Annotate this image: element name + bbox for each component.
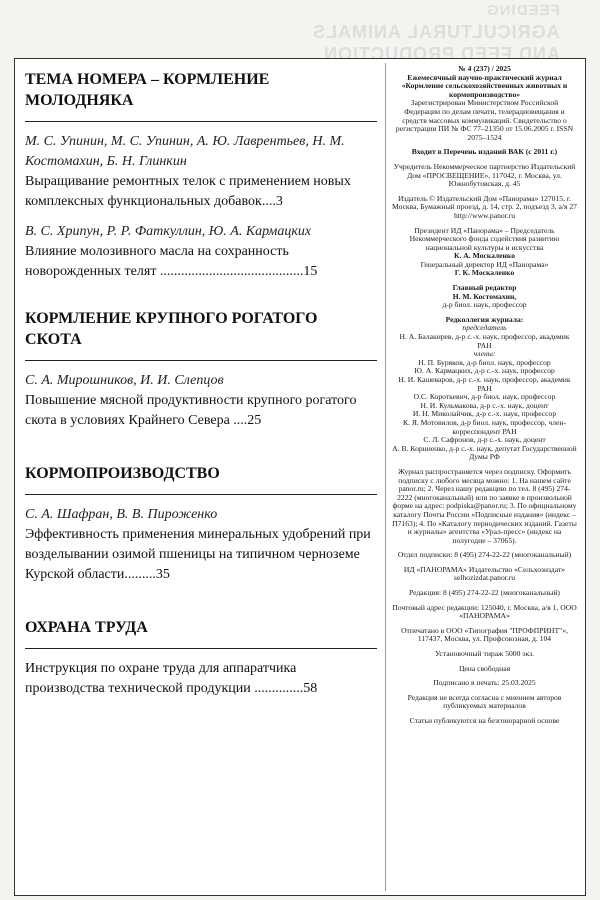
disclaimer: Редакция не всегда согласна с мнением авторов публикуемых материалов [407, 692, 562, 711]
chief-editor [392, 284, 577, 310]
imprint: ИД «ПАНОРАМА» Издательство «Сельхозиздат» selhozizdat.panor.ru [403, 564, 566, 583]
board-chair: Н. А. Балакирев, д-р с.-х. наук, профессор, академик РАН [399, 332, 570, 350]
price: Цена свободная [458, 663, 511, 673]
board-member: С. Л. Сафронов, д-р с.-х. наук, доцент [423, 435, 546, 445]
section-divider [25, 494, 377, 495]
vak-note: Входит в Перечень изданий ВАК (с 2011 г.) [411, 147, 558, 157]
subscription-dept: Отдел подписки: 8 (495) 274-22-22 (многоканальный) [397, 550, 572, 560]
members-label: члены: [473, 349, 496, 359]
article-authors: С. А. Мирошников, И. И. Слепцов [25, 373, 224, 388]
board-member: Ю. А. Кармацких, д-р с.-х. наук, профессор [414, 366, 555, 376]
toc-section-cattle-feeding [25, 308, 377, 431]
section-title: КОРМОПРОИЗВОДСТВО [25, 465, 220, 482]
bleed-line-1: FEEDING [486, 2, 560, 19]
board-member: Н. П. Буряков, д-р биол. наук, профессор [418, 357, 551, 367]
toc-section-feeding-young [25, 69, 377, 282]
article-entry[interactable]: Повышение мясной продуктивности крупного рогатого скота в условиях Крайнего Севера ....25 [25, 393, 357, 428]
bleed-line-2: AGRICULTURAL ANIMALS [312, 22, 560, 42]
section-title: ТЕМА НОМЕРА – КОРМЛЕНИЕ МОЛОДНЯКА [25, 71, 270, 109]
article-entry[interactable]: Эффективность применения минеральных удобрений при возделывании озимой пшеницы на типичном черноземе Курской области.........35 [25, 527, 371, 582]
circulation: Установочный тираж 5000 экз. [434, 649, 535, 659]
director-title: Генеральный директор ИД «Панорама» [420, 259, 549, 269]
article-entry[interactable]: Инструкция по охране труда для аппаратчика производства технической продукции ..............58 [25, 661, 318, 696]
section-divider [25, 648, 377, 649]
signed-date: Подписано в печать: 25.03.2025 [433, 678, 536, 688]
journal-type: Ежемесячный научно-практический журнал [407, 72, 562, 82]
founder: Учредитель Некоммерческое партнерство Издательский Дом «ПРОСВЕЩЕНИЕ», 117042, г. Москва, ул. Южнобутовская, д. 45 [393, 161, 576, 189]
article-entry[interactable]: Влияние молозивного масла на сохранность новорожденных телят .........................................15 [25, 244, 318, 279]
section-divider [25, 121, 377, 122]
contents-frame [14, 58, 586, 896]
article-authors: В. С. Хрипун, Р. Р. Фаткуллин, Ю. А. Кармацких [25, 224, 312, 239]
article-authors: М. С. Упинин, М. С. Упинин, А. Ю. Лаврентьев, Н. М. Костомахин, Б. Н. Глинкин [25, 134, 345, 169]
toc-section-feed-production [25, 463, 377, 585]
board-member: К. Я. Мотовилов, д-р биол. наук, профессор, член-корреспондент РАН [402, 417, 567, 436]
chair-label: председатель [462, 323, 507, 333]
chief-editor-title: д-р биол. наук, профессор [442, 300, 527, 310]
section-title: ОХРАНА ТРУДА [25, 619, 148, 636]
masthead-column [385, 63, 581, 891]
registration: Зарегистрирован Министерством Российской Федерации по делам печати, телерадиовещания и средств массовых коммуникаций. Свидетельство о регистрации ПИ № ФС 77–21350 от 15.06.2005 г. ISSN 2075–1524 [395, 98, 574, 142]
article-authors: С. А. Шафран, В. В. Пироженко [25, 507, 218, 522]
board-member: Н. И. Кашеваров, д-р с.-х. наук, профессор, академик РАН [398, 375, 571, 393]
toc-section-labor-safety [25, 617, 377, 699]
board-member: А. В. Корниенко, д-р с.-х. наук, депутат Государственной Думы РФ [392, 443, 577, 462]
board-label: Редколлегия журнала: [445, 314, 524, 324]
president-title: Президент ИД «Панорама» – Председатель Некоммерческого фонда содействия развитию национальной культуры и искусства [409, 225, 560, 252]
subscription-info: Журнал распространяется через подписку. Оформить подписку с любого месяца можно: 1. На нашем сайте panor.ru; 2. Через нашу редакцию по тел. 8 (495) 274-2222 (многоканальный) или по заявке в произвольной форме на адрес: podpiska@panor.ru; 3. По официальному каталогу Почты России «Подписные издания» (индекс – П7163); 4. По «Каталогу периодических изданий. Газеты и журналы» агентства «Урал-пресс» (индекс на полугодие – 37065). [392, 466, 577, 545]
board-member: О.С. Короткевич, д-р биол. наук, профессор [413, 392, 556, 402]
issue-number: № 4 (237) / 2025 [458, 64, 511, 73]
masthead-header [392, 65, 577, 142]
chief-editor-name: Н. М. Костомахин, [452, 291, 517, 301]
free-publication: Статьи публикуются на безгонорарной основе [409, 716, 560, 725]
board-member: Н. И. Кульмакова, д-р с.-х. наук, доцент [420, 400, 549, 410]
journal-name: «Кормление сельскохозяйственных животных и кормопроизводство» [401, 81, 568, 99]
chief-editor-label: Главный редактор [452, 283, 517, 293]
table-of-contents [25, 69, 377, 889]
printer: Отпечатано в ООО «Типография "ПРОФПРИНТ"», 117437, Москва, ул. Профсоюзная, д. 104 [401, 625, 568, 644]
section-title: КОРМЛЕНИЕ КРУПНОГО РОГАТОГО СКОТА [25, 310, 318, 348]
article-entry[interactable]: Выращивание ремонтных телок с применением новых комплексных функциональных добавок....3 [25, 174, 351, 209]
president-name: К. А. Москаленко [453, 251, 516, 261]
bleed-line-3: AND FEED PRODUCTION [322, 44, 560, 64]
section-divider [25, 360, 377, 361]
editorial-phone: Редакция: 8 (495) 274-22-22 (многоканальный) [409, 588, 560, 598]
leadership [392, 227, 577, 279]
publisher: Издатель © Издательский Дом «Панорама» 127015, г. Москва, Бумажный проезд, д. 14, стр. 2, подъезд 3, а/я 27 http://www.panor.ru [392, 193, 577, 220]
postal-address: Почтовый адрес редакции: 125040, г. Москва, а/я 1, ООО «ПАНОРАМА» [392, 602, 577, 621]
editorial-board [392, 316, 577, 462]
director-name: Г. К. Москаленко [454, 268, 515, 278]
board-member: И. Н. Миколайчик, д-р с.-х. наук, профессор [412, 409, 557, 419]
